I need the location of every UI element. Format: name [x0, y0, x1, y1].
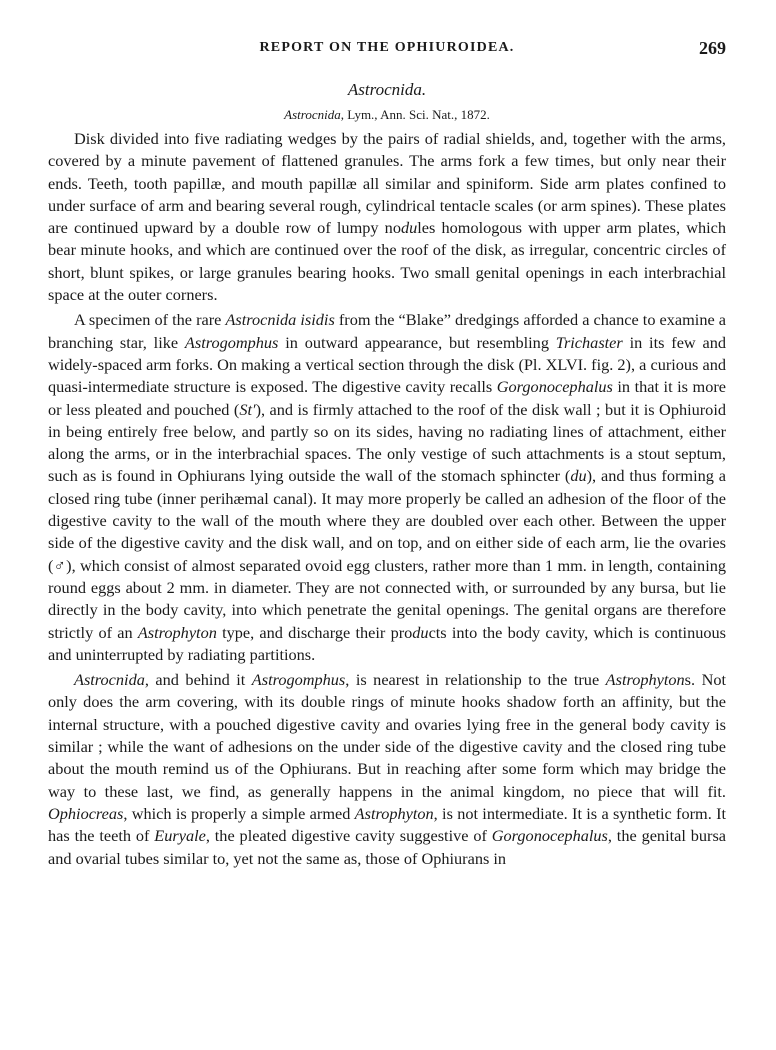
body-text: [48, 128, 726, 870]
page: [48, 40, 726, 873]
paragraph-relationship: Astrocnida, and behind it Astrogomphus, is nearest in relationship to the true Astrophytons. Not only does the arm covering, with its double rings of minute hooks shadow forth an affinity, but the internal structure, with a pouched digestive cavity and ovaries lying free in the general body cavity is similar ; while the want of adhesions on the under side of the digestive cavity and the closed ring tube about the mouth remind us of the Ophiurans. But in reaching after some form which may bridge the way to these last, we find, as generally happens in the animal kingdom, no piece that will fit. Ophiocreas, which is properly a simple armed Astrophyton, is not intermediate. It is a synthetic form. It has the teeth of Euryale, the pleated digestive cavity suggestive of Gorgonocephalus, the genital bursa and ovarial tubes similar to, yet not the same as, those of Ophiurans in: [48, 670, 727, 868]
citation: [48, 107, 726, 123]
paragraph-diagnosis: Disk divided into five radiating wedges by the pairs of radial shields, and, together with the arms, covered by a minute pavement of flattened granules. The arms fork a few times, but only near their ends. Teeth, tooth papillæ, and mouth papillæ all similar and spiniform. Side arm plates confined to under surface of arm and bearing several rough, cylindrical tentacle scales (or arm spines). These plates are continued upward by a double row of lumpy nodules homologous with upper arm plates, which bear minute hooks, and which are continued over the roof of the disk, as irregular, concentric circles of short, blunt spikes, or large granules bearing hooks. Two small genital openings in each interbrachial space at the outer corners.: [48, 129, 726, 305]
section-title: Astrocnida.: [347, 80, 427, 99]
running-head: [48, 40, 726, 64]
running-title: REPORT ON THE OPHIUROIDEA.: [259, 40, 515, 55]
citation-genus: Astrocnida: [284, 107, 341, 122]
citation-reference: , Lym., Ann. Sci. Nat., 1872.: [340, 107, 490, 122]
paragraph-specimen: A specimen of the rare Astrocnida isidis from the “Blake” dredgings afforded a chance to examine a branching star, like Astrogomphus in outward appearance, but resembling Trichaster in its few and widely-spaced arm forks. On making a vertical section through the disk (Pl. XLVI. fig. 2), a curious and quasi-intermediate structure is exposed. The digestive cavity recalls Gorgonocephalus in that it is more or less pleated and pouched (St′), and is firmly attached to the roof of the disk wall ; but it is Ophiuroid in being entirely free below, and partly so on its sides, having no radiating lines of attachment, either along the arms, or in the interbrachial spaces. The only vestige of such attachments is a stout septum, such as is found in Ophiurans lying outside the wall of the stomach sphincter (du), and thus forming a closed ring tube (inner perihæmal canal). It may more properly be called an adhesion of the floor of the digestive cavity to the wall of the mouth where they are doubled over each other. Between the upper side of the digestive cavity and the disk wall, and on top, and on either side of each arm, lie the ovaries (♂), which consist of almost separated ovoid egg clusters, rather more than 1 mm. in length, containing round eggs about 2 mm. in diameter. They are not connected with, or surrounded by any bursa, but lie directly in the body cavity, into which penetrate the genital openings. The genital organs are therefore strictly of an Astrophyton type, and discharge their products into the body cavity, which is continuous and uninterrupted by radiating partitions.: [48, 310, 727, 664]
page-number: 269: [699, 38, 726, 58]
